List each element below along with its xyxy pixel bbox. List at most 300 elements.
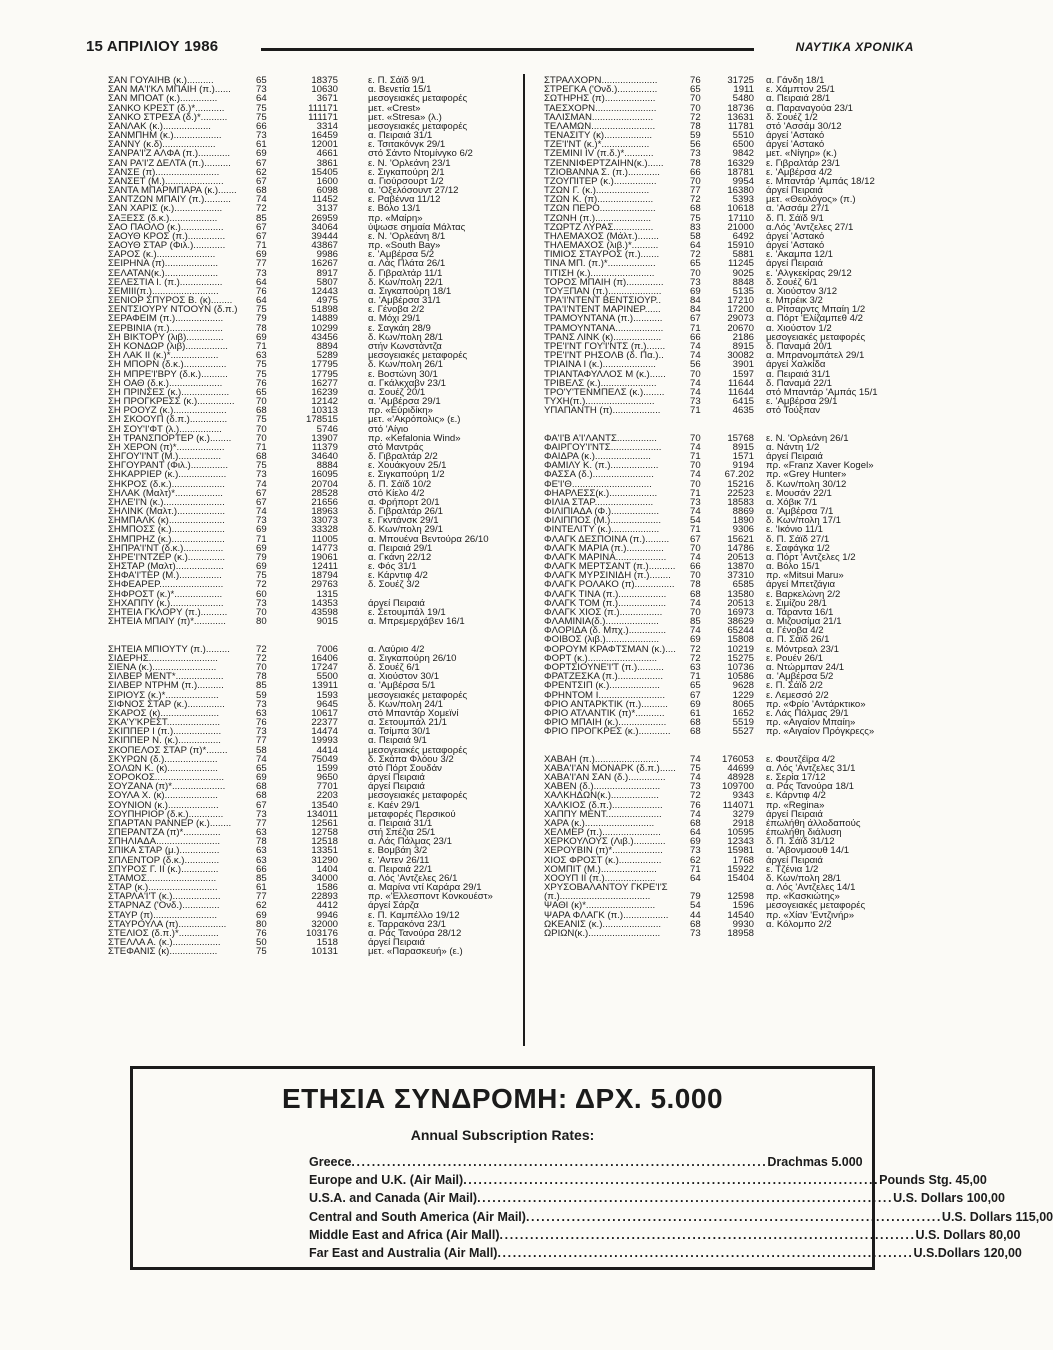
ship-year: 72: [256, 643, 267, 655]
ship-tonnage: 16277: [311, 377, 338, 389]
ship-name: ΣΗ ΟΑΘ (δ.κ.)....................: [108, 377, 223, 389]
ship-tonnage: 33073: [311, 515, 338, 527]
ship-status: δ. Παναμά 22/1: [766, 377, 832, 389]
ship-name: ΤΡΙΑΙΝΑ Ι (κ.)....................: [544, 359, 656, 371]
ship-year: 76: [256, 717, 267, 729]
ship-tonnage: 22523: [727, 487, 754, 499]
ship-year: 64: [256, 93, 267, 105]
ship-status: ε. Φός 31/1: [368, 561, 417, 573]
ship-status: ε. Τσιτακόνγκ 29/1: [368, 139, 446, 151]
ship-year: 78: [256, 836, 267, 848]
ship-year: 70: [690, 606, 701, 618]
ship-status: α. Πειραιά 29/1: [368, 542, 433, 554]
ship-status: α. 'Οξελόσουντ 27/12: [368, 185, 459, 197]
ship-name: ΣΚΑ'Υ'ΚΡΕΣΤ....................: [108, 717, 221, 729]
ship-name: ΦΑ'Ι'Β Α'Ι'ΛΑΝΤΣ...............: [544, 432, 657, 444]
ship-status: άργεί Πειραιά: [766, 258, 823, 270]
ship-name: ΣΑΝ ΜΠΟΑΤ (κ.)..............: [108, 93, 218, 105]
ship-name: ΣΗ ΣΟΥ'Ι'ΦΤ (λ.)................: [108, 423, 222, 435]
ship-name: ΣΗΦΑ'Ι'ΤΕΡ (Μ.)................: [108, 570, 222, 582]
ship-year: 71: [690, 671, 701, 683]
section-gap: [544, 736, 954, 745]
ship-year: 71: [690, 487, 701, 499]
ship-tonnage: 10630: [311, 84, 338, 96]
ship-tonnage: 6500: [732, 139, 754, 151]
ship-year: 74: [256, 194, 267, 206]
ship-status: άργεί Πειραιά: [766, 451, 823, 463]
ship-name: ΧΙΟΣ ΦΡΟΣΤ (κ.)................: [544, 854, 662, 866]
ship-year: 50: [256, 937, 267, 949]
ship-status: ε. 'Ικόνιο 11/1: [766, 524, 824, 536]
ship-tonnage: 12758: [311, 827, 338, 839]
ship-tonnage: 21000: [727, 221, 754, 233]
ship-status: έπωλήθη άλλοδαπούς: [766, 817, 861, 829]
ship-status: α. Μαρίνα ντί Καράρα 29/1: [368, 882, 482, 894]
ship-year: 67: [690, 689, 701, 701]
ship-tonnage: 10131: [311, 946, 338, 958]
ship-status: α. Βενετία 15/1: [368, 84, 432, 96]
ship-tonnage: 1768: [732, 854, 754, 866]
ship-year: 85: [256, 872, 267, 884]
ship-status: ε. Μπαντάρ 'Αμπάς 18/12: [766, 175, 875, 187]
ship-name: ΣΗΦΡΟΣΤ (κ.)*..................: [108, 588, 223, 600]
ship-status: α. Ντώρμπαν 24/1: [766, 662, 845, 673]
ship-tonnage: 9986: [316, 249, 338, 261]
ship-status: ε. Λάς Πάλμας 29/1: [766, 707, 849, 719]
ship-year: 77: [256, 735, 267, 747]
ship-status: ε. Σιγκαπούρη 2/1: [368, 166, 445, 178]
ship-status: άργεί Πειραιά: [766, 808, 823, 820]
ship-year: 73: [256, 130, 267, 142]
ship-tonnage: 43456: [311, 331, 338, 343]
ship-year: 64: [690, 240, 701, 252]
ship-year: 74: [690, 377, 701, 389]
ship-name: ΣΗ ΠΡΙΝΣΕΣ (κ.)..................: [108, 386, 230, 398]
ship-name: ΣΕΛΑΤΑΝ(κ.)....................: [108, 267, 219, 279]
rate-amount: U.S.Dollars 120,00: [913, 1245, 1022, 1260]
ship-name: ΣΑΡΟΣ (κ.)......................: [108, 249, 216, 261]
ship-year: 78: [690, 157, 701, 169]
ship-year: 75: [256, 102, 267, 114]
ship-name: ΣΤΡΑΛΧΟΡΝ.....................: [544, 75, 658, 86]
issue-date: 15 ΑΠΡΙΛΙΟΥ 1986: [86, 38, 219, 55]
ship-tonnage: 21656: [311, 496, 338, 508]
ship-name: ΩΚΕΑΝΙΣ (κ.)......................: [544, 918, 662, 930]
rate-row: [309, 1227, 1021, 1246]
ship-status: δ. Κων/πολη 28/1: [766, 872, 842, 884]
ship-status: ε. Μπρέικ 3/2: [766, 295, 823, 307]
ship-name: ΣΑΝ ΓΟΥΑΙΗΒ (κ.)..........: [108, 75, 214, 86]
rate-leader: ..................................................................................: [351, 1155, 768, 1169]
ship-year: 73: [690, 496, 701, 508]
ship-year: 73: [690, 781, 701, 793]
ship-year: 56: [690, 139, 701, 151]
ship-tonnage: 14540: [727, 909, 754, 921]
ship-tonnage: 18781: [727, 166, 754, 178]
ship-status: στό Τούξπαν: [766, 405, 821, 417]
left-column-ship-list: [108, 76, 513, 957]
ship-status: μεσογειακές μεταφορές: [368, 744, 468, 756]
ship-name: ΦΙΝΤΕΛΙΤΥ (κ.)..................: [544, 524, 660, 536]
ship-name: ΣΙΦΝΟΣ ΣΤΑΡ (κ.)..............: [108, 698, 225, 710]
ship-tonnage: 20513: [727, 597, 754, 609]
ship-status: α. Γένοβα 4/2: [766, 625, 824, 637]
ship-name: ΣΗΡΕ'Ι'ΝΤΖΕΡ (κ.)..............: [108, 551, 226, 563]
ship-name: ΦΛΑΓΚ ΔΕΣΠΟΙΝΑ (π.).........: [544, 533, 670, 545]
ship-year: 77: [256, 258, 267, 270]
ship-tonnage: 15405: [311, 166, 338, 178]
ship-name: ΣΤΑΥΡΟΥΛΑ (π)..................: [108, 918, 227, 930]
ship-name: ΣΚΙΠΠΕΡ Ν. (κ.)................: [108, 735, 221, 747]
rate-amount: Pounds Stg. 45,00: [879, 1173, 987, 1188]
ship-name: ΣΟΥΠΗΡΙΟΡ (δ.κ.).............: [108, 808, 224, 820]
ship-name: ΣΕΝΤΣΙΟΥΡΥ ΝΤΟΟΥΝ (δ.π.): [108, 304, 238, 316]
ship-name: ΧΕΛΜΕΡ (π.)......................: [544, 827, 661, 839]
ship-name: ΧΕΡΟΥΒΙΝ (π)*...................: [544, 845, 663, 857]
ship-year: 73: [690, 148, 701, 160]
ship-tonnage: 16459: [311, 130, 338, 142]
ship-status: ε. Σαγκάη 28/9: [368, 322, 431, 334]
ship-name: ΤΖΩΝΗ (π.).....................: [544, 212, 652, 224]
ship-status: δ. Κων/πολη 24/1: [368, 698, 444, 710]
ship-year: 73: [690, 845, 701, 857]
ship-name: ΤΗΛΕΜΑΧΟΣ (Μάλτ.)........: [544, 230, 659, 242]
ship-status: α. Χιούστον 1/2: [766, 322, 832, 334]
ship-name: ΣΑΟΥΘ ΚΡΟΣ (π.)..............: [108, 230, 226, 242]
ship-name: ΣΠΙΚΑ ΣΤΑΡ (μ.)...............: [108, 845, 220, 857]
rate-leader: ..................................................................................: [499, 1227, 916, 1242]
ship-year: 70: [690, 175, 701, 187]
ship-tonnage: 22377: [311, 717, 338, 729]
ship-name: ΣΑΝ ΡΑ'Ι'Ζ ΔΕΛΤΑ (π.)..........: [108, 157, 231, 169]
ship-name: ΧΑΒΑ'Ι'ΑΝ ΜΟΝΑΡΚ (δ.π.)......: [544, 762, 676, 774]
ship-name: ΦΑΣΣΑ (δ.).......................: [544, 469, 654, 481]
ship-status: ε. 'Αμβέρσα 4/2: [766, 166, 833, 178]
ship-name: ΦΡΙΟ ΠΡΟΓΚΡΕΣ (κ.)............: [544, 726, 671, 738]
ship-status: πρ. «'Ελλεσποντ Κονκουέστ»: [368, 891, 493, 903]
ship-name: ΣΗ ΛΑΚ ΙΙ (κ.)*..................: [108, 350, 219, 362]
ship-name: ΧΑΒΑ'Ι'ΑΝ ΣΑΝ (δ.)..............: [544, 772, 666, 784]
ship-status: δ. Κων/πολη 22/1: [368, 276, 444, 288]
ship-year: 62: [256, 900, 267, 912]
ship-name: ΣΠΑΡΤΑΝ ΡΑΝΝΕΡ (κ.)........: [108, 817, 232, 829]
ship-year: 80: [256, 918, 267, 930]
ship-year: 67: [256, 157, 267, 169]
ship-status: α.Λός 'Αντζελες 27/1: [766, 221, 854, 233]
ship-name: ΣΙΡΙΟΥΣ (κ.)*....................: [108, 689, 219, 701]
rate-region: Greece: [309, 1155, 352, 1169]
ship-year: 60: [256, 588, 267, 600]
ship-tonnage: 1315: [316, 588, 338, 600]
ship-status: α. 'Αμβέρσα 5/1: [368, 680, 436, 692]
ship-name: ΤΡΑ'Ι'ΝΤΕΝΤ ΜΑΡΙΝΕΡ......: [544, 304, 661, 316]
ship-year: 68: [256, 185, 267, 197]
ship-tonnage: 11379: [312, 441, 338, 453]
ship-year: 68: [690, 717, 701, 729]
ship-name: ΣΗΛΑΚ (Μαλτ)*..................: [108, 487, 223, 499]
ship-name: ΣΚΑΡΟΣ (κ)......................: [108, 707, 220, 719]
ship-year: 70: [690, 478, 701, 490]
ship-year: 63: [256, 845, 267, 857]
ship-year: 58: [690, 230, 701, 242]
ship-name: ΦΛΑΓΚ ΡΟΛΑΚΟ (π)...............: [544, 579, 675, 591]
ship-status: πρ. «Αιγαίον Πρόγκρεςς»: [766, 726, 875, 738]
ship-year: 69: [256, 524, 267, 536]
ship-name: ΤΖΩΝ Γ. (κ.)....................: [544, 185, 650, 197]
ship-year: 71: [690, 863, 701, 875]
ship-tonnage: 13870: [727, 561, 754, 573]
ship-status: α. Χιούστον 30/1: [368, 671, 440, 683]
ship-name: ΦΡΕΝΤΣΙΠ (κ.)...................: [544, 680, 660, 692]
ship-year: 75: [256, 570, 267, 582]
ship-name: ΤΕΝΑΣΙΤΥ (κ)..................: [544, 130, 653, 142]
ship-name: ΦΡΑΤΖΕΣΚΑ (π.).................: [544, 671, 663, 683]
ship-year: 69: [690, 836, 701, 848]
ship-year: 69: [690, 698, 701, 710]
ship-status: α. Βόλο 15/1: [766, 561, 820, 573]
ship-tonnage: 13351: [311, 845, 338, 857]
ship-tonnage: 8915: [732, 340, 754, 352]
ship-tonnage: 13911: [312, 680, 338, 692]
ship-status: δ. Π. Σάϊδ 10/2: [368, 478, 432, 490]
ship-status: μεσογειακές μεταφορές: [368, 350, 468, 362]
ship-year: 72: [256, 579, 267, 591]
ship-year: 70: [256, 423, 267, 435]
ship-year: 75: [256, 304, 267, 316]
ship-tonnage: 111171: [308, 111, 338, 123]
ship-year: 72: [690, 249, 701, 261]
ship-name: ΦΑΜΙΛΥ Κ. (π.)..................: [544, 460, 659, 472]
ship-tonnage: 12561: [311, 817, 338, 829]
ship-year: 74: [690, 350, 701, 362]
ship-name: ΦΛΑΜΙΝΙΑ(δ.)....................: [544, 616, 659, 628]
ship-status: ε. Μόντρεαλ 23/1: [766, 643, 839, 655]
right-column-ship-list: [544, 76, 954, 938]
ship-name: ΦΟΡΤ (κ.)..........................: [544, 652, 658, 664]
ship-name: ΣΤΕΛΛΑ Α. (κ.)..................: [108, 937, 221, 949]
ship-year: 73: [256, 515, 267, 527]
ship-name: ΤΙΜΙΟΣ ΣΤΑΥΡΟΣ (π.).......: [544, 249, 660, 261]
header-rule: [261, 48, 754, 51]
ship-name: ΣΗΤΕΙΑ ΜΠΙΟΥΤΥ (π.).........: [108, 643, 230, 655]
ship-name: ΣΗΜΠΡΗΖ (κ.)....................: [108, 533, 225, 545]
ship-tonnage: 10299: [311, 322, 338, 334]
ship-tonnage: 12001: [311, 139, 338, 151]
ship-status: α. Πόρτ 'Ελίζαμπεθ 4/2: [766, 313, 863, 325]
ship-name: ΧΑΠΠΥ ΜΕΝΤ.....................: [544, 808, 662, 820]
ship-year: 59: [690, 130, 701, 142]
ship-year: 68: [256, 451, 267, 463]
ship-tonnage: 34064: [311, 221, 338, 233]
ship-status: άργεί 'Αστακό: [766, 139, 825, 151]
ship-year: 68: [690, 918, 701, 930]
ship-year: 64: [256, 276, 267, 288]
ship-year: 73: [690, 396, 701, 408]
ship-name: ΣΑΝΜΠΗΜ (κ.)..................: [108, 130, 222, 142]
ship-tonnage: 4975: [316, 295, 338, 307]
ship-status: α. Λάς Πάλμας 23/1: [368, 836, 452, 848]
ship-year: 75: [256, 946, 267, 958]
ship-year: 72: [690, 643, 701, 655]
ship-name: ΤΡΙΑΝΤΑΦΥΛΛΟΣ Μ (κ.)......: [544, 368, 666, 380]
ship-name: ΦΗΑΡΛΕΣΣ(κ.)..................: [544, 487, 658, 499]
ship-name: ΦΟΡΟΥΜ ΚΡΑΦΤΣΜΑΝ (κ.)....: [544, 643, 676, 655]
ship-status: α. Νάντη 1/2: [766, 441, 820, 453]
ship-tonnage: 8884: [316, 460, 338, 472]
ship-status: ε. Γιβραλτάρ 23/1: [766, 157, 840, 169]
rate-amount: U.S. Dollars 80,00: [915, 1227, 1021, 1242]
ship-tonnage: 13580: [727, 588, 754, 600]
ship-status: στό Σάντο Ντομίνγκο 6/2: [368, 148, 473, 160]
ship-year: 65: [256, 762, 267, 774]
ship-status: δ. Κων/πολη 28/1: [368, 331, 444, 343]
ship-year: 73: [690, 927, 701, 939]
ship-year: 74: [690, 551, 701, 563]
ship-year: 68: [690, 588, 701, 600]
ship-tonnage: 51898: [311, 304, 338, 316]
ship-name: ΤΑΕΣΧΟΡΝ.......................: [544, 102, 657, 114]
ship-name: ΣΠΥΡΟΣ Γ. ΙΙ (κ.)..............: [108, 863, 219, 875]
rate-leader: ..................................................................................: [525, 1209, 942, 1224]
ship-tonnage: 8869: [732, 506, 754, 518]
ship-status: δ. Σουέζ 3/2: [368, 579, 420, 591]
ship-status: ε. Ν. 'Ορλεάνη 26/1: [766, 432, 849, 444]
ship-tonnage: 17795: [311, 359, 338, 371]
ship-name: ΦΡΗΝΤΟΜ Ι.........................: [544, 689, 666, 701]
ship-year: 74: [256, 753, 267, 765]
ship-status: πρ. «Regina»: [766, 799, 825, 811]
ship-tonnage: 2186: [732, 331, 754, 343]
ship-name: ΨΑΘΙ (κ)*..........................: [544, 900, 656, 912]
ship-status: πρ. «Franz Xaver Kogel»: [766, 460, 874, 472]
ship-tonnage: 2203: [316, 790, 338, 802]
ship-name: ΤΖΕΜΙΝΙ ΙV (π.δ.)*...........: [544, 148, 654, 160]
ship-year: 70: [256, 606, 267, 618]
ship-name: ΣΕΛΕΣΤΙΑ Ι. (π.)................: [108, 276, 223, 288]
ship-year: 65: [256, 386, 267, 398]
ship-tonnage: 8065: [732, 698, 754, 710]
ship-status: μετ. «'Ακρόπολις» (ε.): [368, 414, 461, 426]
ship-status: άργεί Πειραιά: [368, 781, 425, 793]
ship-status: α. Λός 'Αντζελες 26/1: [368, 872, 458, 884]
ship-tonnage: 11781: [728, 120, 754, 132]
ship-status: δ. Π. Σάϊδ 31/12: [766, 836, 835, 848]
rate-row: [309, 1209, 1053, 1228]
ship-status: α. Γκάνη 22/12: [368, 551, 432, 563]
ship-tonnage: 22893: [311, 891, 338, 903]
ship-tonnage: 7006: [316, 643, 338, 655]
ship-tonnage: 15922: [727, 863, 754, 875]
ship-tonnage: 10586: [727, 671, 754, 683]
ship-tonnage: 6098: [316, 185, 338, 197]
ship-tonnage: 15621: [727, 533, 754, 545]
ship-status: άργεί Πειραιά: [766, 854, 823, 866]
ship-year: 62: [256, 166, 267, 178]
ship-name: ΤΖΩΡΤΖ ΛΥΡΑΣ...............: [544, 221, 654, 233]
ship-name: ΤΡΕ'Ι'ΝΤ ΓΟΥ'Ι'ΝΤΣ (π.).......: [544, 340, 666, 352]
ship-tonnage: 9650: [316, 772, 338, 784]
ship-tonnage: 5500: [316, 671, 338, 683]
ship-name: (π.)..................................: [544, 891, 651, 903]
ship-name: ΧΕΡΚΟΥΛΟΥΣ (Λιβ.)............: [544, 836, 666, 848]
ship-year: 85: [256, 680, 267, 692]
ship-tonnage: 1229: [732, 689, 754, 701]
ship-name: ΧΡΥΣΟΒΑΛΑΝΤΟΥ ΓΚΡΕ'Ι'Σ: [544, 882, 668, 894]
ship-name: ΣΑΝΤΑ ΜΠΑΡΜΠΑΡΑ (κ.).......: [108, 185, 237, 197]
ship-tonnage: 14353: [311, 597, 338, 609]
ship-row: [544, 727, 954, 736]
ship-name: ΣΟΡΟΚΟΣ..........................: [108, 772, 225, 784]
ship-tonnage: 15275: [727, 652, 754, 664]
ship-status: α. Λός 'Αντζελες 14/1: [766, 882, 856, 894]
ship-tonnage: 15404: [727, 872, 754, 884]
ship-year: 74: [690, 597, 701, 609]
ship-tonnage: 18375: [311, 75, 338, 86]
ship-tonnage: 17200: [727, 304, 754, 316]
section-gap: [544, 415, 954, 424]
ship-name: ΣΗ ΣΚΟΟΥΠ (δ.π.)..............: [108, 414, 228, 426]
ship-name: ΨΑΡΑ ΦΛΑΓΚ (π.).................: [544, 909, 669, 921]
ship-tonnage: 38629: [727, 616, 754, 628]
section-gap: [108, 626, 513, 635]
ship-year: 70: [690, 460, 701, 472]
ship-status: α. Ράς Τανούρα 18/1: [766, 781, 855, 793]
ship-status: ε. Σιγκαπούρη 1/2: [368, 469, 445, 481]
ship-year: 72: [690, 194, 701, 206]
ship-status: δ. Κων/πολη 17/1: [766, 515, 842, 527]
ship-tonnage: 31725: [727, 75, 754, 86]
column-divider: [523, 74, 525, 1046]
ship-name: ΣΑΞΕΣΣ (δ.κ.)..................: [108, 212, 218, 224]
ship-status: άργεί Πειραιά: [368, 937, 425, 949]
ship-year: 70: [690, 267, 701, 279]
rate-row: [309, 1191, 1005, 1209]
ship-tonnage: 20513: [727, 551, 754, 563]
ship-status: ε. Π. Καμπέλλο 19/12: [368, 909, 460, 921]
ship-name: ΦΛΑΓΚ ΤΙΝΑ (π.)..................: [544, 588, 667, 600]
ship-name: ΣΗΦΕΑΡΕΡ........................: [108, 579, 224, 591]
ship-status: α. Πειραιά 9/1: [368, 735, 427, 747]
ship-tonnage: 134011: [306, 808, 338, 820]
ship-year: 76: [256, 927, 267, 939]
ship-year: 66: [690, 331, 701, 343]
ship-status: ε. 'Ακαμπα 12/1: [766, 249, 833, 261]
ship-name: ΤΑΛΙΣΜΑΝ.......................: [544, 111, 654, 123]
ship-year: 63: [256, 827, 267, 839]
ship-year: 75: [690, 762, 701, 774]
ship-status: α. Σουέζ 20/1: [368, 386, 426, 398]
ship-year: 59: [256, 689, 267, 701]
ship-tonnage: 5807: [316, 276, 338, 288]
ship-year: 79: [256, 551, 267, 563]
ship-tonnage: 9015: [316, 616, 338, 628]
ship-tonnage: 34000: [311, 872, 338, 884]
ship-tonnage: 31290: [311, 854, 338, 866]
ship-name: ΣΕΡΒΙΝΙΑ (π.)....................: [108, 322, 223, 334]
ship-year: 75: [256, 359, 267, 371]
ship-year: 74: [690, 441, 701, 453]
ship-year: 66: [256, 863, 267, 875]
ship-name: ΣΗΣΤΑΡ (Μαλτ)..................: [108, 561, 224, 573]
ship-tonnage: 8894: [316, 340, 338, 352]
ship-status: πρ. «South Bay»: [368, 240, 441, 252]
ship-tonnage: 7701: [316, 781, 338, 793]
rate-amount: U.S. Dollars 115,00: [941, 1209, 1053, 1224]
ship-status: α. Ράς Τανούρα 28/12: [368, 927, 462, 939]
ship-name: ΧΑΒΑΗ (π.)........................: [544, 753, 659, 765]
ship-status: άργεί Πειραιά: [368, 772, 425, 784]
ship-tonnage: 12343: [727, 836, 754, 848]
